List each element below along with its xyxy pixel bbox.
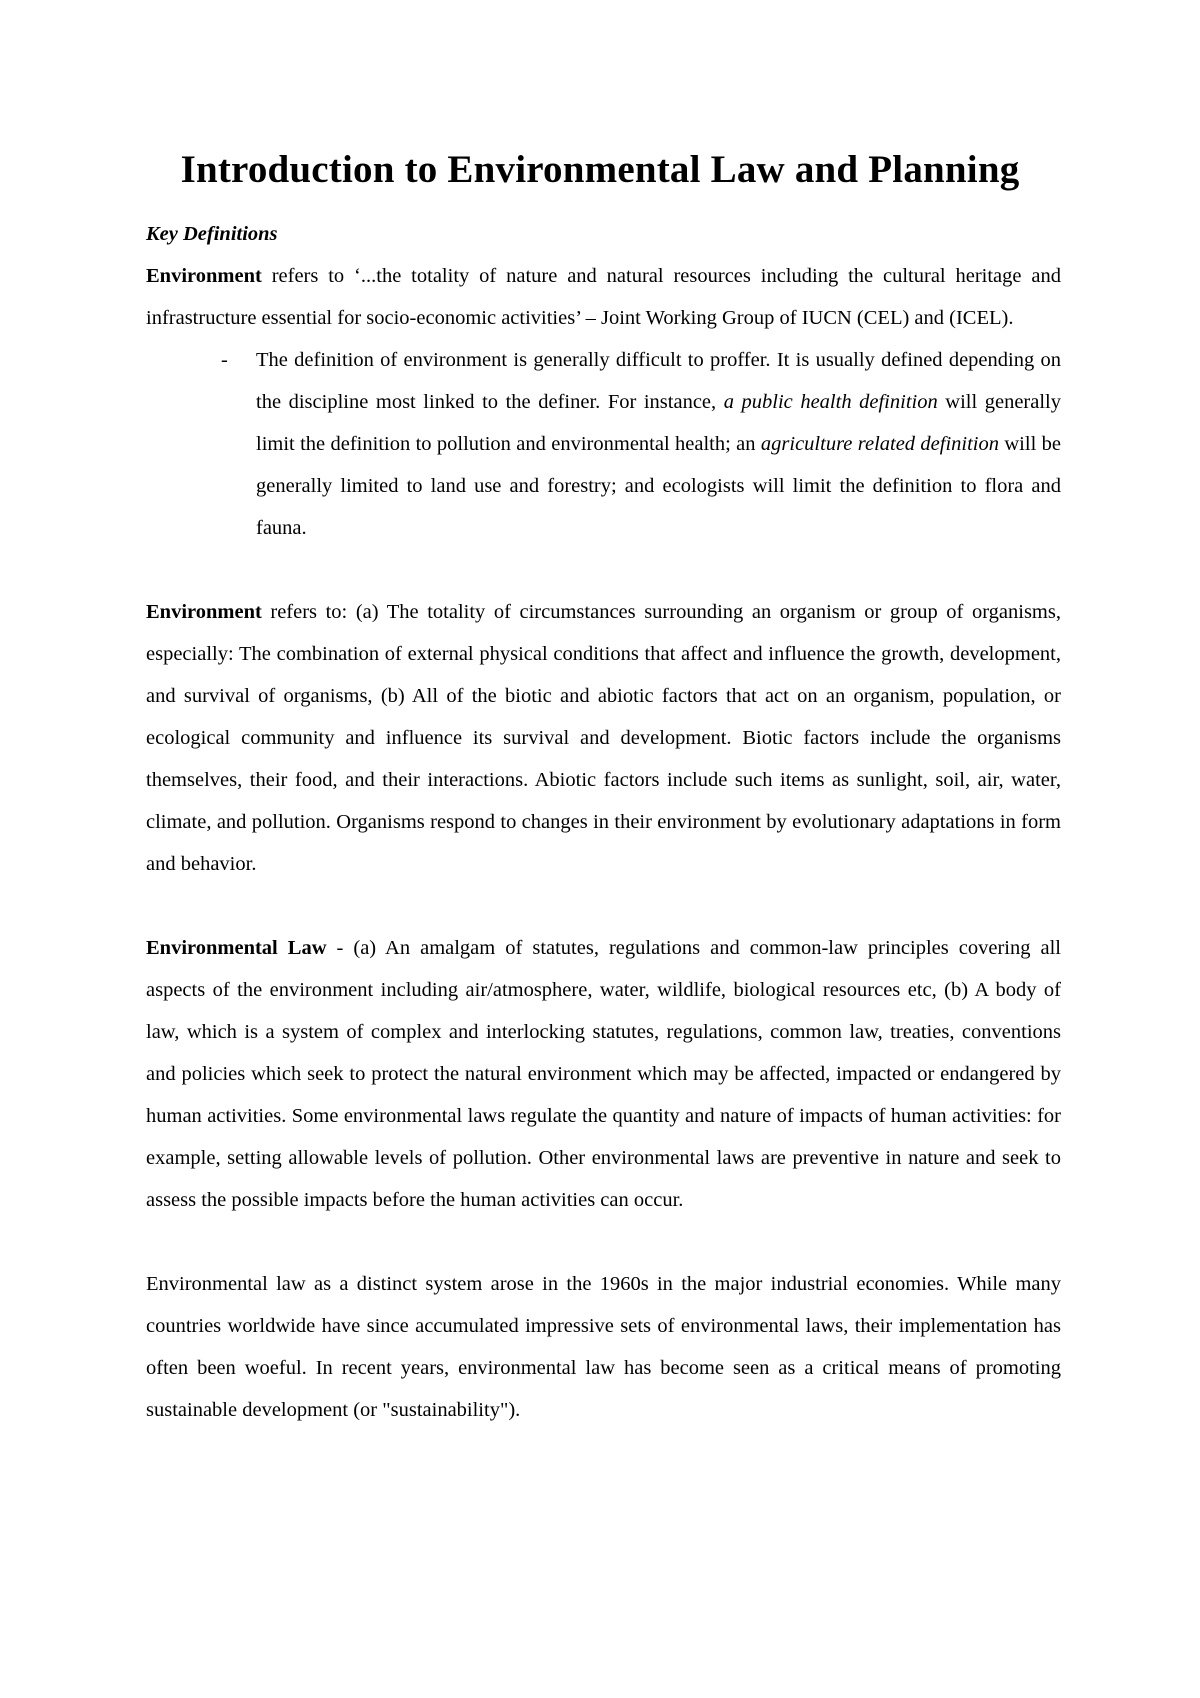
bullet-italic-agriculture: agriculture related definition bbox=[760, 433, 1000, 455]
term-environment-1: Environment bbox=[146, 265, 262, 287]
term-environmental-law: Environmental Law bbox=[146, 937, 327, 959]
bullet-text-part1: The definition of environment is generally difficult to proffer. It is usually defined depending on the discipline most linked to the definer. For instance, bbox=[256, 349, 1061, 413]
paragraph-spacer bbox=[146, 885, 1061, 927]
paragraph-spacer bbox=[146, 549, 1061, 591]
document-body bbox=[146, 213, 1061, 1431]
key-definitions-heading: Key Definitions bbox=[146, 223, 278, 245]
bullet-text-part3: will be generally limited to land use and forestry; and ecologists will limit the definition to flora and fauna. bbox=[256, 433, 1061, 539]
paragraph-history: Environmental law as a distinct system arose in the 1960s in the major industrial economies. While many countries worldwide have since accumulated impressive sets of environmental laws, their implementation has often been woeful. In recent years, environmental law has become seen as a critical means of promoting sustainable development (or "sustainability"). bbox=[146, 1273, 1061, 1421]
term-environment-2: Environment bbox=[146, 601, 262, 623]
document-title: Introduction to Environmental Law and Planning bbox=[180, 148, 1020, 191]
bullet-text-part2: will generally limit the definition to pollution and environmental health; an bbox=[256, 391, 1061, 455]
definition-environment-1 bbox=[146, 255, 1061, 339]
bullet-dash: - bbox=[221, 349, 228, 371]
bullet-item bbox=[221, 339, 1061, 549]
bullet-italic-public-health: a public health definition bbox=[723, 391, 938, 413]
definition-environmental-law bbox=[146, 927, 1061, 1221]
paragraph-spacer bbox=[146, 1221, 1061, 1263]
definition-environment-1-text: refers to ‘...the totality of nature and natural resources including the cultural heritage and infrastructure essential for socio-economic activities’ – Joint Working Group of IUCN (CEL) and (ICEL). bbox=[146, 265, 1061, 329]
definition-environmental-law-text: - (a) An amalgam of statutes, regulations and common-law principles covering all aspects of the environment including air/atmosphere, water, wildlife, biological resources etc, (b) A body of law, which is a system of complex and interlocking statutes, regulations, common law, treaties, conventions and policies which seek to protect the natural environment which may be affected, impacted or endangered by human activities. Some environmental laws regulate the quantity and nature of impacts of human activities: for example, setting allowable levels of pollution. Other environmental laws are preventive in nature and seek to assess the possible impacts before the human activities can occur. bbox=[146, 937, 1061, 1211]
definition-environment-2 bbox=[146, 591, 1061, 885]
definition-environment-2-text: refers to: (a) The totality of circumstances surrounding an organism or group of organisms, especially: The combination of external physical conditions that affect and influence the growth, development, and survival of organisms, (b) All of the biotic and abiotic factors that act on an organism, population, or ecological community and influence its survival and development. Biotic factors include the organisms themselves, their food, and their interactions. Abiotic factors include such items as sunlight, soil, air, water, climate, and pollution. Organisms respond to changes in their environment by evolutionary adaptations in form and behavior. bbox=[146, 601, 1061, 875]
